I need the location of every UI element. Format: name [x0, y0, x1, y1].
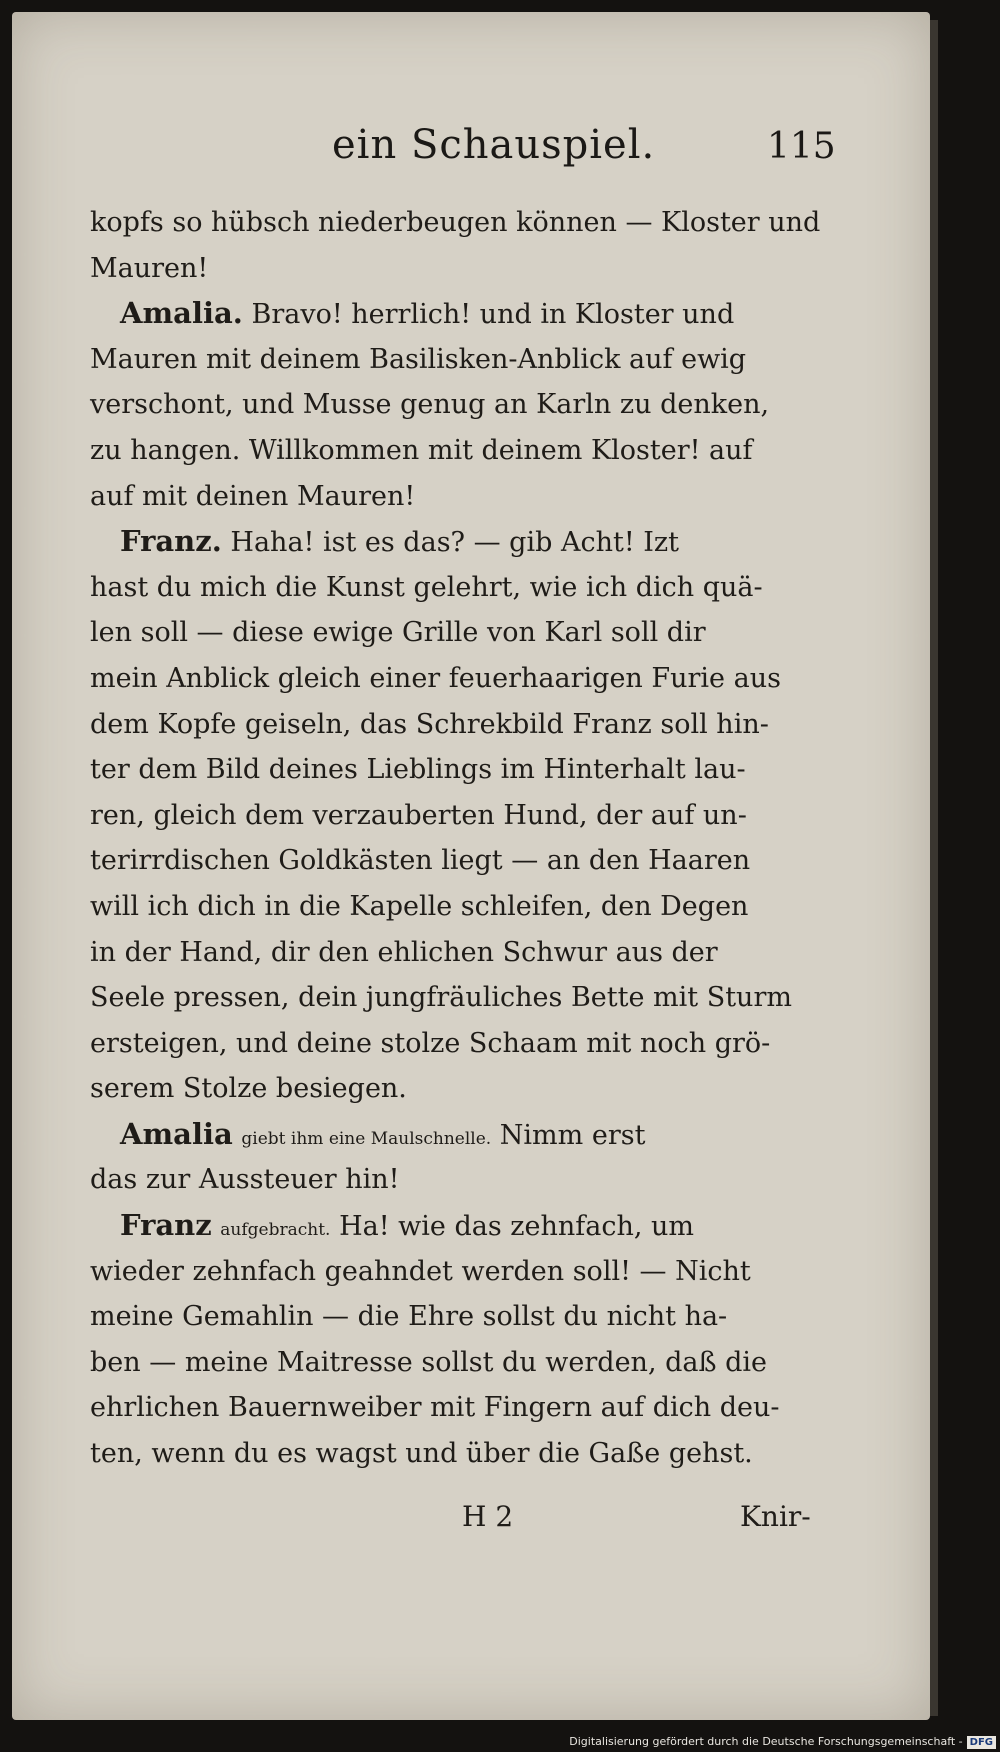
line-text: meine Gemahlin — die Ehre sollst du nicht ha- — [90, 1301, 728, 1333]
speaker-name: Amalia — [120, 1116, 233, 1151]
line-text: verschont, und Musse genug an Karln zu denken, — [90, 389, 770, 421]
text-line — [90, 565, 836, 611]
line-text: kopfs so hübsch niederbeugen können — Kloster und — [90, 207, 821, 238]
text-line — [90, 1294, 836, 1340]
page-edge — [930, 20, 938, 1716]
line-text: ter dem Bild deines Lieblings im Hinterhalt lau- — [90, 754, 746, 786]
text-line — [90, 1249, 836, 1295]
signature-mark: H 2 — [462, 1500, 514, 1533]
book-page — [12, 12, 930, 1720]
text-line — [90, 519, 836, 565]
line-text: Haha! ist es das? — gib Acht! Izt — [230, 527, 680, 559]
text-line — [90, 1385, 836, 1431]
text-line — [90, 246, 836, 292]
text-line — [90, 1021, 836, 1067]
running-title: ein Schauspiel. — [332, 122, 656, 168]
text-line — [90, 702, 836, 748]
body-text — [90, 200, 836, 1477]
line-text: zu hangen. Willkommen mit deinem Kloster! auf — [90, 434, 753, 466]
line-text: ben — meine Maitresse sollst du werden, daß die — [90, 1346, 768, 1378]
line-text: Mauren mit deinem Basilisken-Anblick auf ewig — [90, 343, 747, 375]
line-text: Mauren! — [90, 252, 209, 284]
catchword: Knir- — [740, 1500, 811, 1533]
line-text: Ha! wie das zehnfach, um — [339, 1211, 695, 1243]
text-line — [90, 337, 836, 383]
stage-direction: aufgebracht. — [220, 1220, 331, 1241]
page-number: 115 — [767, 126, 836, 167]
text-line — [90, 428, 836, 474]
text-line — [90, 474, 836, 520]
line-text: ersteigen, und deine stolze Schaam mit noch grö- — [90, 1027, 771, 1059]
text-line — [90, 838, 836, 884]
line-text: Seele pressen, dein jungfräuliches Bette mit Sturm — [90, 982, 792, 1014]
text-line — [90, 930, 836, 976]
page-header — [12, 122, 930, 182]
digitization-credit — [569, 1735, 996, 1749]
line-text: ten, wenn du es wagst und über die Gaße gehst. — [90, 1438, 753, 1470]
stage-direction: giebt ihm eine Maulschnelle. — [241, 1128, 492, 1149]
text-line — [90, 1157, 836, 1203]
speaker-name: Franz — [120, 1208, 212, 1243]
credit-text: Digitalisierung gefördert durch die Deutsche Forschungsgemeinschaft - — [569, 1735, 963, 1748]
speaker-name: Franz. — [120, 524, 222, 559]
text-line — [90, 1340, 836, 1386]
line-text: wieder zehnfach geahndet werden soll! — Nicht — [90, 1255, 751, 1287]
speaker-name: Amalia. — [120, 296, 243, 331]
line-text: ehrlichen Bauernweiber mit Fingern auf dich deu- — [90, 1392, 780, 1424]
text-line — [90, 610, 836, 656]
text-line — [90, 656, 836, 702]
line-text: len soll — diese ewige Grille von Karl soll dir — [90, 617, 706, 649]
text-line — [90, 793, 836, 839]
text-line — [90, 1112, 836, 1158]
text-line — [90, 747, 836, 793]
text-line — [90, 884, 836, 930]
dfg-logo: DFG — [967, 1736, 996, 1749]
line-text: in der Hand, dir den ehlichen Schwur aus der — [90, 936, 718, 968]
line-text: dem Kopfe geiseln, das Schrekbild Franz soll hin- — [90, 708, 769, 740]
line-text: serem Stolze besiegen. — [90, 1073, 407, 1105]
line-text: Bravo! herrlich! und in Kloster und — [251, 299, 735, 331]
line-text: terirrdischen Goldkästen liegt — an den Haaren — [90, 845, 751, 877]
text-line — [90, 291, 836, 337]
text-line — [90, 1431, 836, 1477]
text-line — [90, 382, 836, 428]
line-text: ren, gleich dem verzauberten Hund, der auf un- — [90, 799, 747, 831]
page-footer — [12, 1500, 930, 1550]
text-line — [90, 1066, 836, 1112]
line-text: Nimm erst — [499, 1119, 646, 1151]
text-line — [90, 975, 836, 1021]
line-text: das zur Aussteuer hin! — [90, 1164, 400, 1196]
line-text: mein Anblick gleich einer feuerhaarigen Furie aus — [90, 662, 781, 694]
line-text: auf mit deinen Mauren! — [90, 480, 416, 512]
text-line — [90, 200, 836, 246]
line-text: hast du mich die Kunst gelehrt, wie ich dich quä- — [90, 571, 763, 603]
text-line — [90, 1203, 836, 1249]
line-text: will ich dich in die Kapelle schleifen, den Degen — [90, 890, 749, 922]
